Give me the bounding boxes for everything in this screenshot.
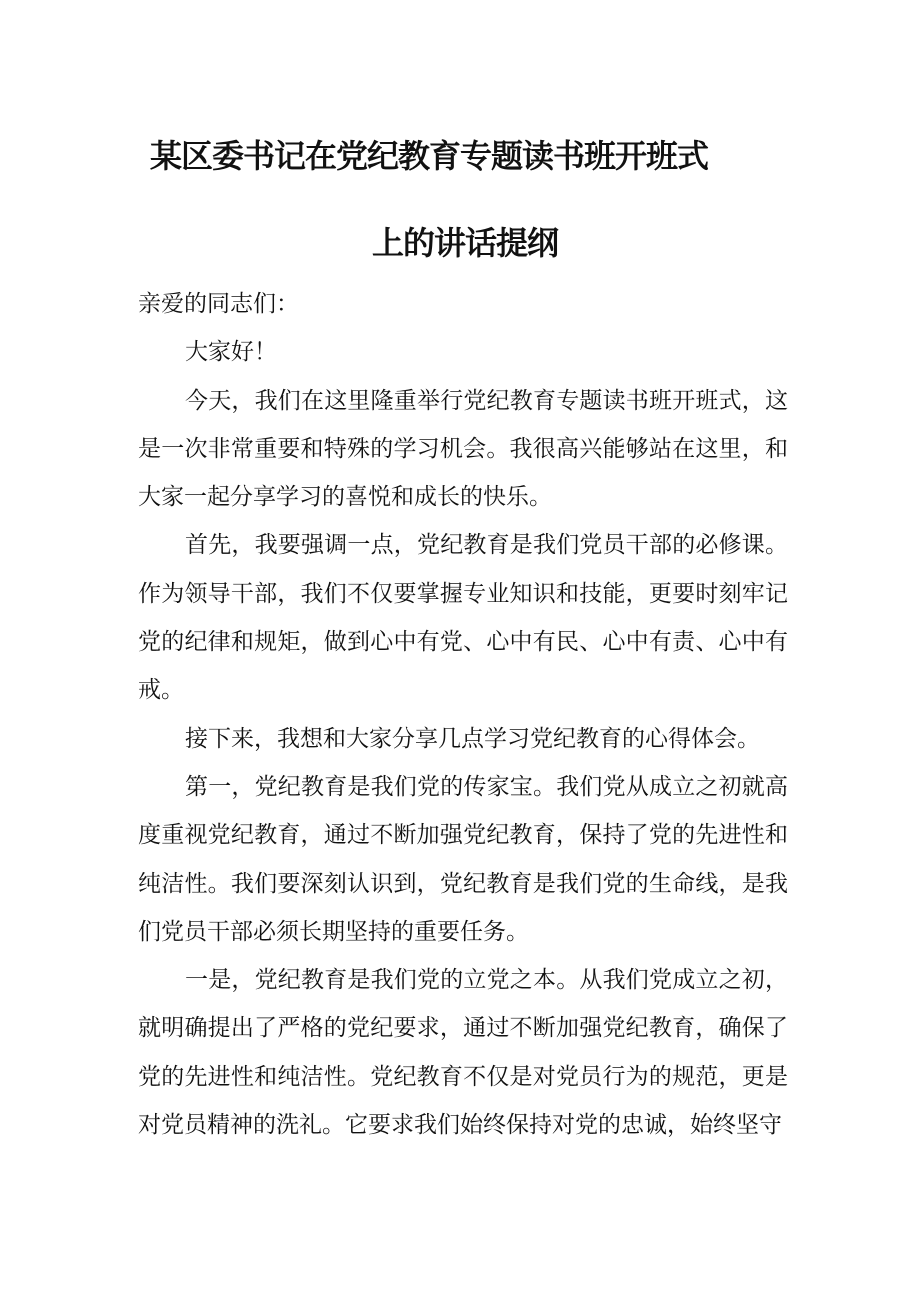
document-title-line-1: 某区委书记在党纪教育专题读书班开班式	[150, 137, 709, 175]
salutation: 亲爱的同志们：	[138, 291, 299, 317]
paragraph-subpoint-one: 一是，党纪教育是我们党的立党之本。从我们党成立之初，就明确提出了严格的党纪要求，通过不断加强党纪教育，确保了党的先进性和纯洁性。党纪教育不仅是对党员行为的规范，更是对党员精神的洗礼。它要求我们始终保持对党的忠诚，始终坚守	[138, 967, 788, 1139]
paragraph-transition: 接下来，我想和大家分享几点学习党纪教育的心得体会。	[185, 725, 760, 752]
document-body	[138, 280, 788, 1149]
paragraph-section-one: 第一，党纪教育是我们党的传家宝。我们党从成立之初就高度重视党纪教育，通过不断加强党纪教育，保持了党的先进性和纯洁性。我们要深刻认识到，党纪教育是我们党的生命线，是我们党员干部必须长期坚持的重要任务。	[138, 773, 788, 945]
paragraph-greeting: 大家好！	[185, 339, 277, 366]
paragraph-opening: 今天，我们在这里隆重举行党纪教育专题读书班开班式，这是一次非常重要和特殊的学习机会。我很高兴能够站在这里，和大家一起分享学习的喜悦和成长的快乐。	[138, 387, 788, 511]
paragraph-first-point: 首先，我要强调一点，党纪教育是我们党员干部的必修课。作为领导干部，我们不仅要掌握专业知识和技能，更要时刻牢记党的纪律和规矩，做到心中有党、心中有民、心中有责、心中有戒。	[138, 532, 788, 704]
document-title-line-2: 上的讲话提纲	[372, 224, 559, 262]
